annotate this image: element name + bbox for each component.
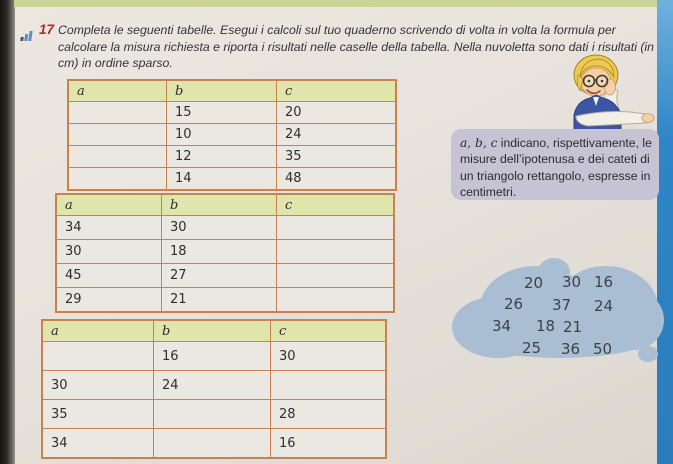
table-row bbox=[43, 371, 386, 400]
table-cell: 10 bbox=[167, 124, 277, 146]
table-row bbox=[57, 240, 394, 264]
table-cell bbox=[277, 216, 394, 240]
table-header-row bbox=[69, 81, 396, 102]
table-cell: 45 bbox=[57, 264, 162, 288]
cartoon-student-illustration bbox=[558, 53, 660, 133]
answers-cloud bbox=[452, 258, 664, 368]
table-cell: 16 bbox=[271, 429, 386, 458]
table-cell: 30 bbox=[57, 240, 162, 264]
cloud-number: 25 bbox=[522, 339, 542, 357]
hint-note-box bbox=[451, 129, 659, 200]
cloud-number: 21 bbox=[563, 318, 583, 336]
table-cell: 18 bbox=[162, 240, 277, 264]
cloud-number: 34 bbox=[492, 317, 512, 335]
book-binding bbox=[0, 0, 15, 464]
table-row bbox=[57, 264, 394, 288]
table-row bbox=[43, 342, 386, 371]
col-header-a: a bbox=[69, 81, 167, 102]
table-row bbox=[69, 124, 396, 146]
cloud-number: 37 bbox=[552, 296, 572, 314]
table-cell: 14 bbox=[167, 168, 277, 190]
table-cell: 35 bbox=[43, 400, 154, 429]
table-cell bbox=[69, 168, 167, 190]
table-row bbox=[43, 429, 386, 458]
table-cell: 20 bbox=[277, 102, 396, 124]
table-cell: 48 bbox=[277, 168, 396, 190]
table-cell bbox=[69, 146, 167, 168]
table-cell: 28 bbox=[271, 400, 386, 429]
table-cell bbox=[154, 400, 271, 429]
table-2 bbox=[56, 194, 394, 312]
col-header-b: b bbox=[154, 321, 271, 342]
table-1 bbox=[68, 80, 396, 190]
table-cell bbox=[69, 124, 167, 146]
table-cell: 12 bbox=[167, 146, 277, 168]
table-3 bbox=[42, 320, 386, 458]
page-top-edge bbox=[14, 0, 659, 7]
table-cell bbox=[277, 240, 394, 264]
col-header-b: b bbox=[167, 81, 277, 102]
col-header-b: b bbox=[162, 195, 277, 216]
table-row bbox=[57, 288, 394, 312]
cloud-number: 20 bbox=[524, 274, 544, 292]
table-header-row bbox=[57, 195, 394, 216]
table-header-row bbox=[43, 321, 386, 342]
table-cell bbox=[271, 371, 386, 400]
table-cell bbox=[43, 342, 154, 371]
cloud-number: 24 bbox=[594, 297, 614, 315]
cloud-number: 26 bbox=[504, 295, 524, 313]
cloud-puff bbox=[638, 346, 658, 362]
table-row bbox=[69, 146, 396, 168]
table-cell: 16 bbox=[154, 342, 271, 371]
exercise-number: 17 bbox=[39, 22, 55, 37]
table-cell: 30 bbox=[271, 342, 386, 371]
table-row bbox=[43, 400, 386, 429]
table-cell bbox=[154, 429, 271, 458]
cloud-number: 36 bbox=[561, 340, 581, 358]
table-cell: 21 bbox=[162, 288, 277, 312]
table-cell: 35 bbox=[277, 146, 396, 168]
variables-label: a, b, c bbox=[460, 136, 498, 150]
table-cell: 24 bbox=[277, 124, 396, 146]
table-row bbox=[57, 216, 394, 240]
exercise-instructions: Completa le seguenti tabelle. Esegui i calcoli sul tuo quaderno scrivendo di volta in volta la formula per calcolare la misura richiesta e riporta i risultati nelle caselle della tabella. Nella nuvoletta sono dati i risultati (in cm) in ordine sparso. bbox=[58, 23, 655, 71]
cloud-puff bbox=[460, 310, 658, 358]
table-cell: 29 bbox=[57, 288, 162, 312]
table-row bbox=[69, 102, 396, 124]
col-header-c: c bbox=[277, 195, 394, 216]
table-cell: 34 bbox=[57, 216, 162, 240]
table-cell bbox=[277, 288, 394, 312]
table-cell: 24 bbox=[154, 371, 271, 400]
table-cell bbox=[277, 264, 394, 288]
table-cell: 27 bbox=[162, 264, 277, 288]
table-cell: 15 bbox=[167, 102, 277, 124]
table-cell: 30 bbox=[43, 371, 154, 400]
difficulty-bars-icon bbox=[20, 30, 36, 41]
cloud-number: 16 bbox=[594, 273, 614, 291]
table-cell: 34 bbox=[43, 429, 154, 458]
table-cell: 30 bbox=[162, 216, 277, 240]
col-header-c: c bbox=[277, 81, 396, 102]
hint-note-text: indicano, rispettivamente, le misure dell’ipotenusa e dei cateti di un triangolo rettangolo, espresse in centimetri. bbox=[460, 136, 652, 200]
table-cell bbox=[69, 102, 167, 124]
cloud-number: 50 bbox=[593, 340, 613, 358]
table-row bbox=[69, 168, 396, 190]
cloud-number: 30 bbox=[562, 273, 582, 291]
col-header-a: a bbox=[43, 321, 154, 342]
col-header-c: c bbox=[271, 321, 386, 342]
cloud-number: 18 bbox=[536, 317, 556, 335]
col-header-a: a bbox=[57, 195, 162, 216]
